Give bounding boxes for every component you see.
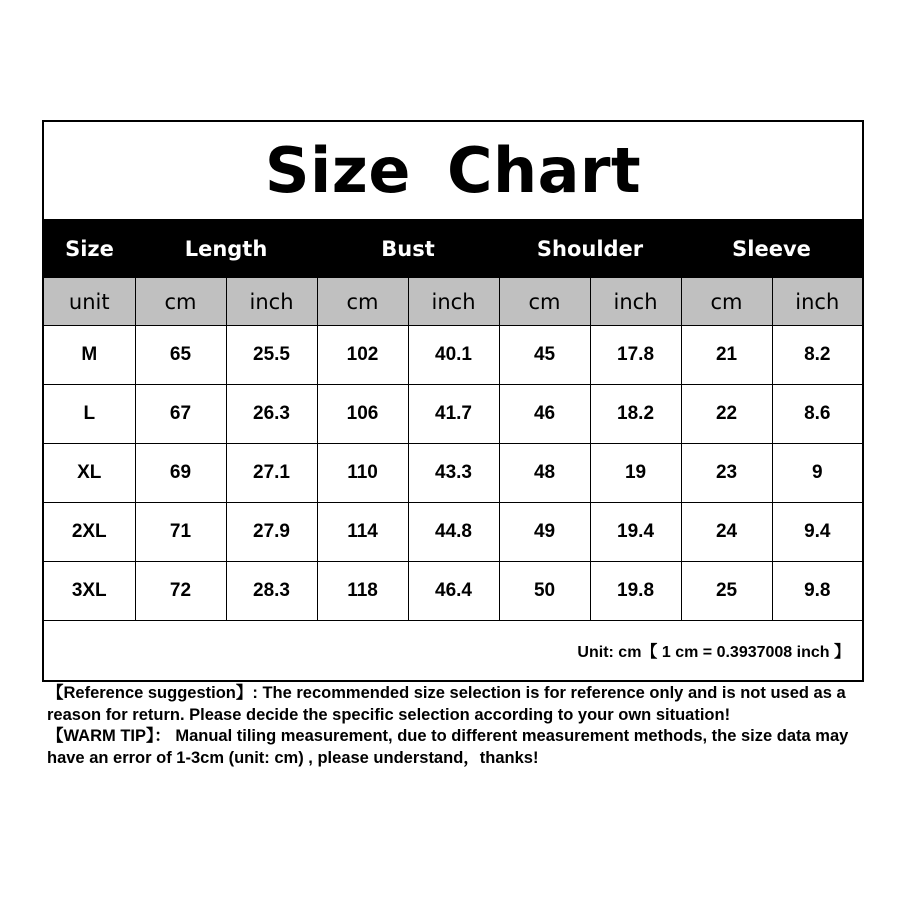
warm-tip-note: 【WARM TIP】： Manual tiling measurement, due to different measurement methods, the size data may have an error of 1-3cm (unit: cm) , please understand，thanks! xyxy=(47,727,849,767)
header-length: Length xyxy=(135,219,317,278)
table-cell: 9.4 xyxy=(772,503,862,562)
table-cell: 19 xyxy=(590,444,681,503)
table-cell: 48 xyxy=(499,444,590,503)
table-cell: 69 xyxy=(135,444,226,503)
table-cell: 28.3 xyxy=(226,562,317,621)
table-cell: 106 xyxy=(317,385,408,444)
table-cell: 49 xyxy=(499,503,590,562)
header-shoulder: Shoulder xyxy=(499,219,681,278)
table-cell: 8.6 xyxy=(772,385,862,444)
table-row xyxy=(44,385,862,444)
table-cell: 23 xyxy=(681,444,772,503)
chart-title: Size Chart xyxy=(264,134,642,207)
size-cell: L xyxy=(44,385,135,444)
table-cell: 65 xyxy=(135,326,226,385)
table-cell: 46.4 xyxy=(408,562,499,621)
table-cell: 9.8 xyxy=(772,562,862,621)
unit-cell: inch xyxy=(408,278,499,326)
size-cell: M xyxy=(44,326,135,385)
unit-cell: cm xyxy=(499,278,590,326)
table-cell: 17.8 xyxy=(590,326,681,385)
table-cell: 21 xyxy=(681,326,772,385)
table-cell: 50 xyxy=(499,562,590,621)
header-size: Size xyxy=(44,219,135,278)
table-cell: 9 xyxy=(772,444,862,503)
table-cell: 72 xyxy=(135,562,226,621)
table-cell: 44.8 xyxy=(408,503,499,562)
table-cell: 26.3 xyxy=(226,385,317,444)
unit-row xyxy=(44,278,862,326)
table-cell: 24 xyxy=(681,503,772,562)
table-cell: 41.7 xyxy=(408,385,499,444)
unit-cell: cm xyxy=(135,278,226,326)
unit-cell: inch xyxy=(226,278,317,326)
table-cell: 19.4 xyxy=(590,503,681,562)
unit-cell: inch xyxy=(590,278,681,326)
reference-suggestion-note: 【Reference suggestion】: The recommended size selection is for reference only and is not used as a reason for return. Please decide the specific selection according to your own situation! xyxy=(47,684,846,724)
table-cell: 45 xyxy=(499,326,590,385)
header-row xyxy=(44,219,862,278)
table-cell: 8.2 xyxy=(772,326,862,385)
table-cell: 102 xyxy=(317,326,408,385)
table-row xyxy=(44,326,862,385)
table-cell: 67 xyxy=(135,385,226,444)
size-table xyxy=(44,219,862,621)
table-cell: 71 xyxy=(135,503,226,562)
table-cell: 40.1 xyxy=(408,326,499,385)
table-cell: 43.3 xyxy=(408,444,499,503)
size-cell: 2XL xyxy=(44,503,135,562)
table-row xyxy=(44,444,862,503)
table-cell: 22 xyxy=(681,385,772,444)
unit-cell: cm xyxy=(317,278,408,326)
notes-section xyxy=(47,683,862,769)
table-cell: 18.2 xyxy=(590,385,681,444)
size-cell: 3XL xyxy=(44,562,135,621)
table-cell: 27.1 xyxy=(226,444,317,503)
unit-label: unit xyxy=(44,278,135,326)
unit-cell: inch xyxy=(772,278,862,326)
table-cell: 110 xyxy=(317,444,408,503)
table-cell: 19.8 xyxy=(590,562,681,621)
table-row xyxy=(44,562,862,621)
header-sleeve: Sleeve xyxy=(681,219,862,278)
table-cell: 114 xyxy=(317,503,408,562)
table-cell: 118 xyxy=(317,562,408,621)
table-cell: 27.9 xyxy=(226,503,317,562)
unit-conversion-note: Unit: cm【 1 cm = 0.3937008 inch 】 xyxy=(577,643,850,661)
table-cell: 25 xyxy=(681,562,772,621)
size-cell: XL xyxy=(44,444,135,503)
size-chart xyxy=(42,120,864,682)
table-cell: 46 xyxy=(499,385,590,444)
table-row xyxy=(44,503,862,562)
unit-cell: cm xyxy=(681,278,772,326)
header-bust: Bust xyxy=(317,219,499,278)
table-cell: 25.5 xyxy=(226,326,317,385)
